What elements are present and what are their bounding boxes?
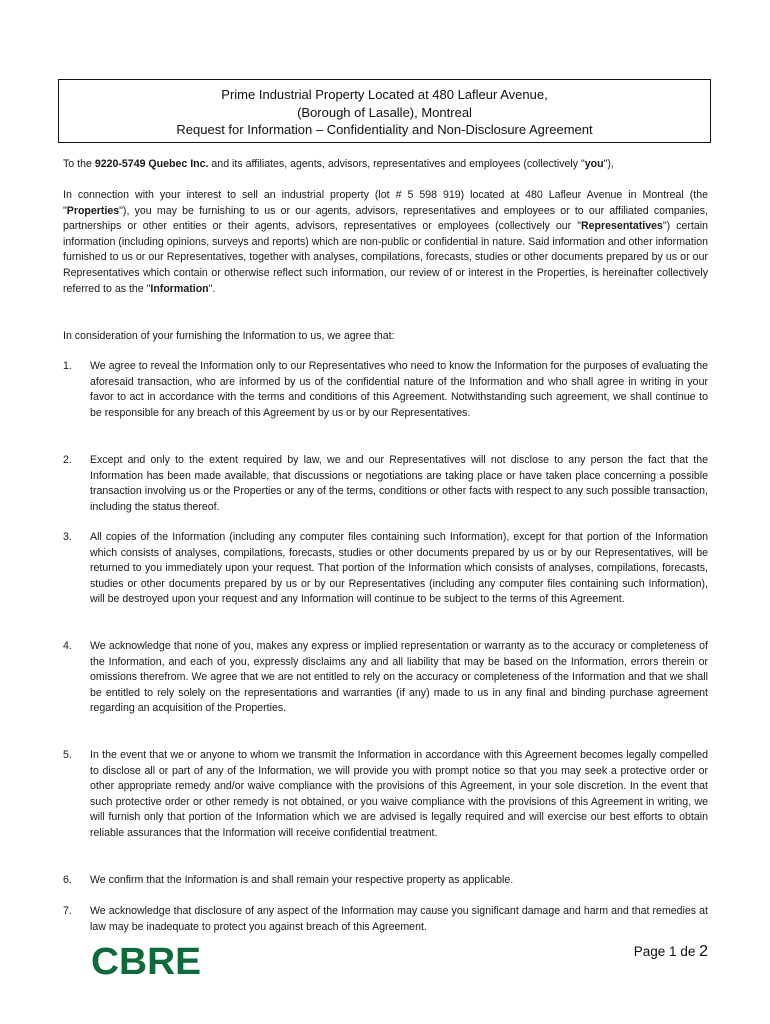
clause-text: In the event that we or anyone to whom we transmit the Information in accordance with this Agreement becomes legally compelled to disclose all or part of any of the Information, we will provide you with prompt notice so that you may seek a protective order or other appropriate remedy and/or waive compliance with the provisions of this Agreement, in your sole discretion. In the event that such protective order or other remedy is not obtained, or you waive compliance with the provisions of this Agreement in writing, we will furnish only that portion of the Information which we are advised is legally required and will exercise our best efforts to obtain reliable assurances that the Information will receive confidential treatment. <box>90 749 708 839</box>
clause-number: 7. <box>63 905 72 917</box>
clause-text: We confirm that the Information is and shall remain your respective property as applicable. <box>90 874 514 886</box>
clause-number: 3. <box>63 531 72 543</box>
clause-number: 5. <box>63 749 72 761</box>
clause-number: 2. <box>63 454 72 466</box>
addressee-you-term: you <box>584 158 604 170</box>
page-number <box>634 943 708 961</box>
title-line-2: (Borough of Lasalle), Montreal <box>297 104 472 120</box>
clause-text: We agree to reveal the Information only to our Representatives who need to know the Information for the purposes of evaluating the aforesaid transaction, who are informed by us of the confidential nature of the Information and who shall agree in writing in your favor to act in accordance with the terms and conditions of this Agreement. Notwithstanding such agreement, we shall continue to be responsible for any breach of this Agreement by us or by our Representatives. <box>90 360 708 419</box>
clause-7 <box>63 904 708 935</box>
clause-5 <box>63 748 708 842</box>
clause-3 <box>63 530 708 608</box>
addressee-middle: and its affiliates, agents, advisors, representatives and employees (collectively " <box>208 158 585 170</box>
clause-2 <box>63 453 708 515</box>
clause-text: Except and only to the extent required by law, we and our Representatives will not disclose to any person the fact that the Information has been made available, that discussions or negotiations are taking place or have taken place concerning a possible transaction involving us or the Properties or any of the terms, conditions or other facts with respect to any such possible transaction, including the status thereof. <box>90 454 708 513</box>
clause-number: 6. <box>63 874 72 886</box>
intro-text-3: ") certain information (including opinions, surveys and reports) which are non-public or confidential in nature. Said information and other information furnished to us or our Representatives, together with analyses, compilations, forecasts, studies or other documents prepared by us or our Representatives which contain or otherwise reflect such information, our review of or interest in the Properties, is hereinafter collectively referred to as the " <box>63 220 708 295</box>
title-line-3: Request for Information – Confidentiality and Non-Disclosure Agreement <box>176 122 593 137</box>
clause-1 <box>63 359 708 421</box>
addressee-company: 9220-5749 Quebec Inc. <box>94 158 209 170</box>
cbre-logo <box>91 944 203 983</box>
addressee-suffix: "), <box>603 158 614 170</box>
defined-term-information: Information <box>150 282 209 295</box>
addressee-prefix: To the <box>63 158 95 170</box>
page-label: Page 1 de <box>633 944 700 959</box>
intro-paragraph <box>63 188 708 297</box>
addressee-paragraph <box>63 157 708 173</box>
cbre-logo-text: CBRE <box>91 944 201 978</box>
defined-term-properties: Properties <box>66 204 120 217</box>
clause-text: We acknowledge that disclosure of any aspect of the Information may cause you significant damage and harm and that remedies at law may be inadequate to protect you against breach of this Agreement. <box>90 905 708 933</box>
intro-text-4: ". <box>208 282 216 295</box>
clause-number: 4. <box>63 640 72 652</box>
document-title-box <box>58 79 711 143</box>
clause-text: All copies of the Information (including any computer files containing such Information), except for that portion of the Information which consists of analyses, compilations, forecasts, studies or other documents prepared by us or by our Representatives, will be returned to you immediately upon your request. That portion of the Information which consists of analyses, compilations, forecasts, studies or other documents prepared by us or by our Representatives (including any computer files containing such Information), will be destroyed upon your request and any Information will continue to be subject to the terms of this Agreement. <box>90 531 708 606</box>
page-total: 2 <box>699 943 708 960</box>
clause-6 <box>63 873 708 889</box>
clause-number: 1. <box>63 360 72 372</box>
clause-4 <box>63 639 708 717</box>
intro-text-1: In connection with your interest to sell an industrial property (lot # 5 598 919) located at 480 Lafleur Avenue in Montreal (the " <box>63 189 708 217</box>
title-line-1: Prime Industrial Property Located at 480 Lafleur Avenue, <box>221 87 548 102</box>
clause-text: We acknowledge that none of you, makes any express or implied representation or warranty as to the accuracy or completeness of the Information, and each of you, expressly disclaims any and all liability that may be based on the Information, errors therein or omissions therefrom. We agree that we are not entitled to rely on the accuracy or completeness of the Information and that we shall be entitled to rely solely on the representations and warranties (if any) made to us in any final and binding purchase agreement regarding an acquisition of the Properties. <box>90 640 708 715</box>
consideration-paragraph: In consideration of your furnishing the Information to us, we agree that: <box>63 330 395 342</box>
cbre-logo-icon <box>91 944 203 978</box>
intro-text-2: "), you may be furnishing to us or our agents, advisors, representatives and employees or to our affiliated companies, partnerships or other entities or their agents, advisors, representatives or employees (collectively our " <box>63 204 708 233</box>
defined-term-representatives: Representatives <box>581 220 663 233</box>
